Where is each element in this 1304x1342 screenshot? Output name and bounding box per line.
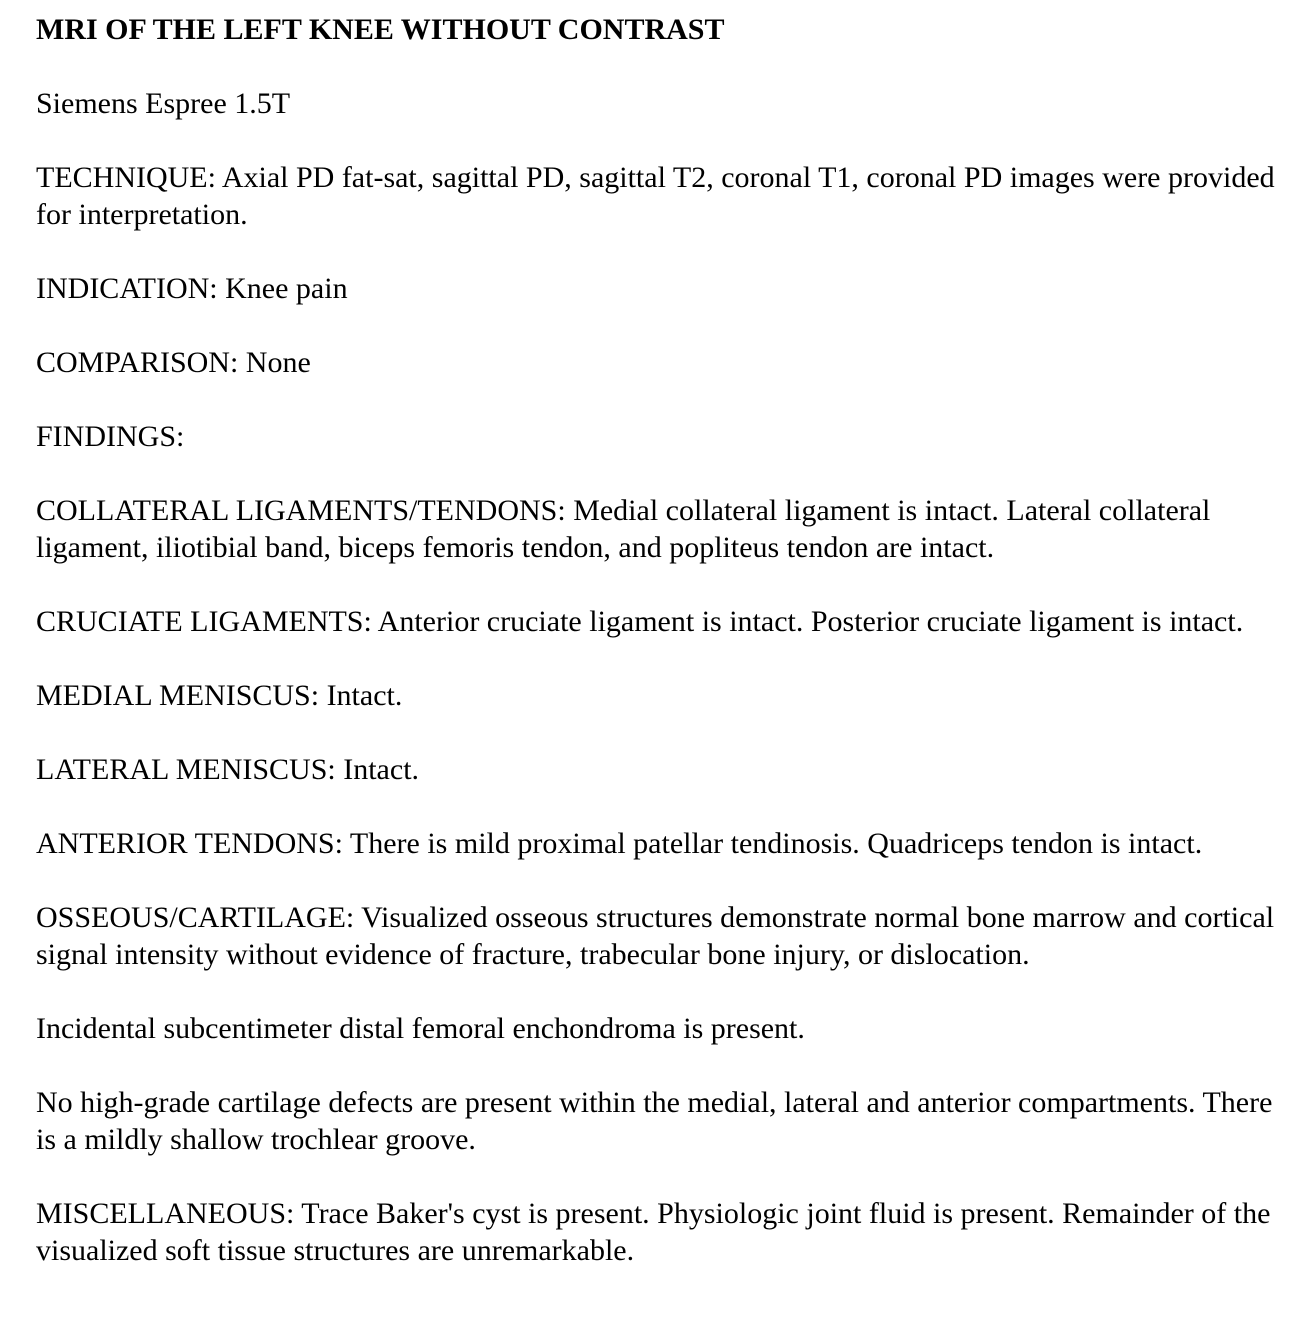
technique-paragraph: TECHNIQUE: Axial PD fat-sat, sagittal PD, sagittal T2, coronal T1, coronal PD images were provided for interpretation. [36,161,1275,231]
report-document [36,11,1276,1269]
report-title: MRI OF THE LEFT KNEE WITHOUT CONTRAST [36,13,725,46]
cruciate-ligaments-paragraph: CRUCIATE LIGAMENTS: Anterior cruciate ligament is intact. Posterior cruciate ligament is intact. [36,605,1244,638]
indication-paragraph: INDICATION: Knee pain [36,272,348,305]
comparison-paragraph: COMPARISON: None [36,346,311,379]
collateral-ligaments-paragraph: COLLATERAL LIGAMENTS/TENDONS: Medial collateral ligament is intact. Lateral collateral ligament, iliotibial band, biceps femoris tendon, and popliteus tendon are intact. [36,494,1211,564]
cartilage-paragraph: No high-grade cartilage defects are present within the medial, lateral and anterior compartments. There is a mildly shallow trochlear groove. [36,1086,1273,1156]
medial-meniscus-paragraph: MEDIAL MENISCUS: Intact. [36,679,403,712]
osseous-cartilage-paragraph: OSSEOUS/CARTILAGE: Visualized osseous structures demonstrate normal bone marrow and cortical signal intensity without evidence of fracture, trabecular bone injury, or dislocation. [36,901,1275,971]
miscellaneous-paragraph: MISCELLANEOUS: Trace Baker's cyst is present. Physiologic joint fluid is present. Remainder of the visualized soft tissue structures are unremarkable. [36,1197,1271,1267]
scanner-info: Siemens Espree 1.5T [36,87,291,120]
lateral-meniscus-paragraph: LATERAL MENISCUS: Intact. [36,753,420,786]
findings-heading: FINDINGS: [36,420,185,453]
enchondroma-paragraph: Incidental subcentimeter distal femoral enchondroma is present. [36,1012,805,1045]
anterior-tendons-paragraph: ANTERIOR TENDONS: There is mild proximal patellar tendinosis. Quadriceps tendon is intact. [36,827,1203,860]
